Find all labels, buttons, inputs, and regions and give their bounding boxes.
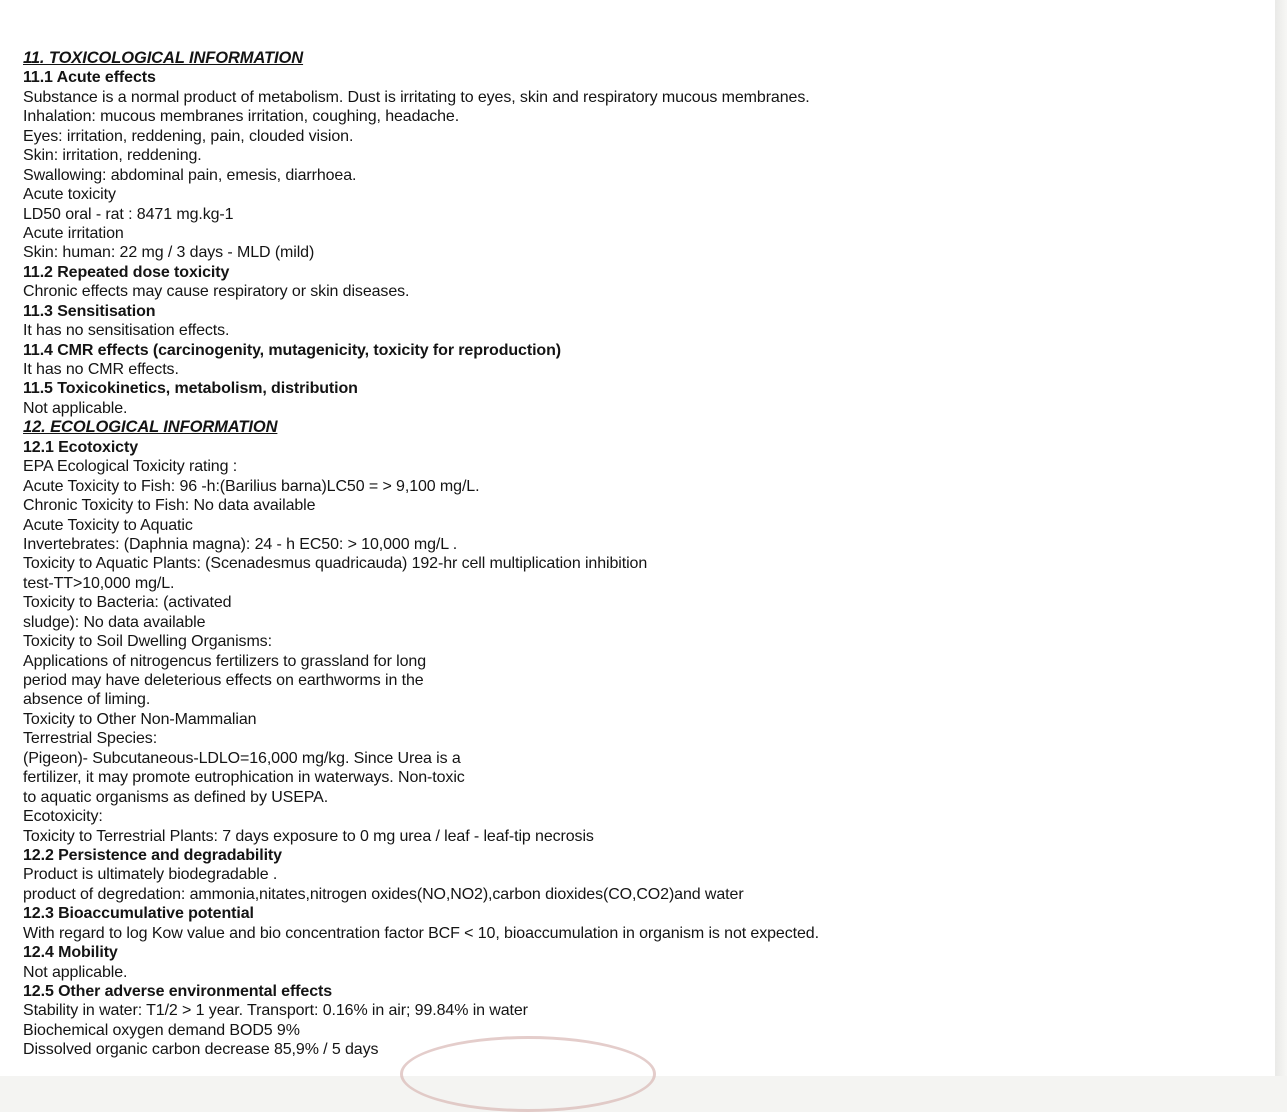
section-12-3-heading: 12.3 Bioaccumulative potential bbox=[23, 905, 254, 923]
text-line: Chronic effects may cause respiratory or skin diseases. bbox=[23, 283, 410, 301]
text-line: period may have deleterious effects on earthworms in the bbox=[23, 672, 424, 689]
text-line: Acute Toxicity to Fish: 96 -h:(Barilius barna)LC50 = > 9,100 mg/L. bbox=[23, 477, 480, 495]
text-line: Invertebrates: (Daphnia magna): 24 - h EC50: > 10,000 mg/L . bbox=[23, 535, 458, 553]
text-line: It has no sensitisation effects. bbox=[23, 322, 230, 340]
text-line: Skin: human: 22 mg / 3 days - MLD (mild) bbox=[23, 244, 315, 262]
text-line: (Pigeon)- Subcutaneous-LDLO=16,000 mg/kg. Since Urea is a bbox=[23, 749, 461, 767]
section-11-4-heading: 11.4 CMR effects (carcinogenity, mutagenicity, toxicity for reproduction) bbox=[23, 341, 561, 359]
text-line: Inhalation: mucous membranes irritation, coughing, headache. bbox=[23, 108, 460, 126]
text-line: sludge): No data available bbox=[23, 613, 206, 631]
text-line: Terrestrial Species: bbox=[23, 730, 158, 748]
page-edge-shadow bbox=[1275, 0, 1287, 1076]
text-line: fertilizer, it may promote eutrophication in waterways. Non-toxic bbox=[23, 769, 465, 787]
text-line: Dissolved organic carbon decrease 85,9% / 5 days bbox=[23, 1041, 379, 1059]
text-line: Swallowing: abdominal pain, emesis, diarrhoea. bbox=[23, 166, 357, 184]
text-line: Acute irritation bbox=[23, 224, 124, 242]
document-body bbox=[23, 49, 1253, 1060]
text-line: EPA Ecological Toxicity rating : bbox=[23, 458, 238, 476]
section-11-2-heading: 11.2 Repeated dose toxicity bbox=[23, 263, 230, 281]
text-line: Product is ultimately biodegradable . bbox=[23, 866, 278, 884]
text-line: Substance is a normal product of metabolism. Dust is irritating to eyes, skin and respiratory mucous membranes. bbox=[23, 88, 810, 106]
section-12-2-heading: 12.2 Persistence and degradability bbox=[23, 846, 282, 864]
section-11-3-heading: 11.3 Sensitisation bbox=[23, 302, 156, 320]
text-line: Skin: irritation, reddening. bbox=[23, 147, 202, 165]
text-line: Toxicity to Other Non-Mammalian bbox=[23, 710, 257, 728]
text-line: Toxicity to Bacteria: (activated bbox=[23, 594, 232, 612]
text-line: It has no CMR effects. bbox=[23, 361, 179, 378]
section-12-title: 12. ECOLOGICAL INFORMATION bbox=[23, 418, 278, 437]
text-line: product of degredation: ammonia,nitates,nitrogen oxides(NO,NO2),carbon dioxides(CO,CO2)and water bbox=[23, 885, 744, 903]
text-line: Acute toxicity bbox=[23, 186, 116, 204]
text-line: Eyes: irritation, reddening, pain, clouded vision. bbox=[23, 127, 354, 145]
text-line: Toxicity to Terrestrial Plants: 7 days exposure to 0 mg urea / leaf - leaf-tip necrosis bbox=[23, 827, 594, 845]
section-11-1-heading: 11.1 Acute effects bbox=[23, 69, 156, 87]
text-line: Biochemical oxygen demand BOD5 9% bbox=[23, 1021, 300, 1039]
text-line: LD50 oral - rat : 8471 mg.kg-1 bbox=[23, 205, 234, 223]
section-11-5-heading: 11.5 Toxicokinetics, metabolism, distribution bbox=[23, 380, 358, 398]
text-line: Not applicable. bbox=[23, 399, 128, 417]
section-12-1-heading: 12.1 Ecotoxicty bbox=[23, 438, 139, 456]
section-12-4-heading: 12.4 Mobility bbox=[23, 944, 118, 962]
text-line: absence of liming. bbox=[23, 691, 151, 709]
section-11-title: 11. TOXICOLOGICAL INFORMATION bbox=[23, 49, 304, 67]
text-line: Acute Toxicity to Aquatic bbox=[23, 516, 193, 534]
text-line: to aquatic organisms as defined by USEPA. bbox=[23, 788, 329, 806]
text-line: With regard to log Kow value and bio concentration factor BCF < 10, bioaccumulation in organism is not expected. bbox=[23, 924, 819, 942]
text-line: Stability in water: T1/2 > 1 year. Transport: 0.16% in air; 99.84% in water bbox=[23, 1002, 528, 1020]
text-line: Toxicity to Soil Dwelling Organisms: bbox=[23, 633, 272, 651]
company-stamp bbox=[400, 1036, 656, 1112]
section-12-5-heading: 12.5 Other adverse environmental effects bbox=[23, 983, 333, 1000]
text-line: test-TT>10,000 mg/L. bbox=[23, 574, 175, 592]
text-line: Toxicity to Aquatic Plants: (Scenadesmus quadricauda) 192-hr cell multiplication inhibition bbox=[23, 555, 648, 573]
text-line: Ecotoxicity: bbox=[23, 808, 103, 826]
text-line: Applications of nitrogencus fertilizers to grassland for long bbox=[23, 652, 427, 670]
text-line: Not applicable. bbox=[23, 963, 128, 981]
text-line: Chronic Toxicity to Fish: No data available bbox=[23, 497, 316, 515]
